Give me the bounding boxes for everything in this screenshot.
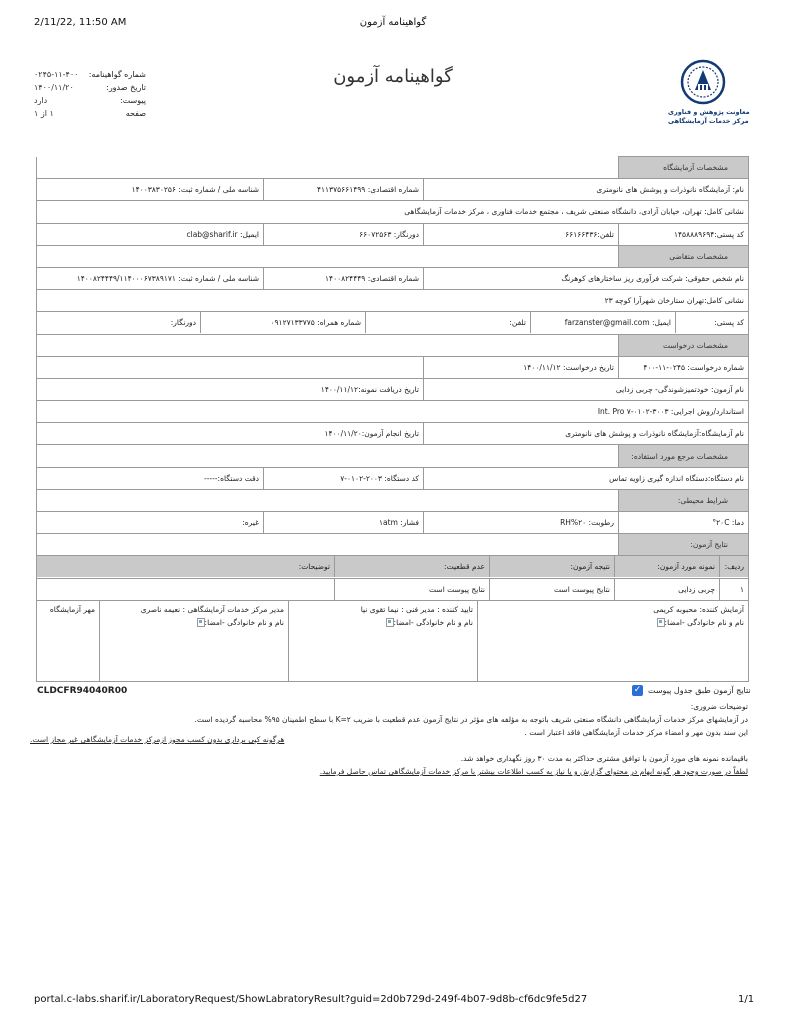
signatures-row (37, 600, 749, 681)
result-value: نتایج پیوست است (490, 579, 615, 600)
sharif-logo (668, 58, 750, 138)
customer-national-id: شناسه ملی / شماره ثبت: ۱۴۰۰۸۲۴۴۴۹/۱۱۴۰۰۰۶۷۳۸۹۱۷۱ (37, 267, 264, 289)
request-lab-name: نام آزمایشگاه:آزمایشگاه نانوذرات و پوشش های نانومتری (424, 423, 749, 445)
results-header-sample: نمونه مورد آزمون: (615, 556, 720, 577)
lab-national-id: شناسه ملی / شماره ثبت: ۱۴۰۰۳۸۳۰۲۵۶ (37, 179, 264, 201)
reference-section-row (37, 445, 749, 467)
tester-name: آزمایش کننده: محبوبه کریمی (653, 604, 744, 614)
customer-email: ایمیل: farzanster@gmail.com (530, 312, 676, 333)
device-code: کد دستگاه: ۲۰۰۳-۰۱۰۲-۷ (264, 467, 424, 489)
customer-phone: تلفن: (509, 318, 526, 328)
note-validity: این سند بدون مهر و امضاء مرکز خدمات آزمایشگاهی فاقد اعتبار است . (524, 728, 748, 737)
request-number: شماره درخواست: ۰۲۴۵-۱۱-۴۰۰ (619, 356, 749, 378)
env-humidity: رطوبت: ۲۰%RH (424, 512, 619, 534)
meta-row (34, 94, 146, 107)
print-page-count: 1/1 (738, 994, 755, 1005)
meta-row (34, 68, 146, 81)
request-number-row (37, 356, 749, 378)
test-name-row (37, 378, 749, 400)
customer-address-row (37, 290, 749, 312)
notes-title: توضیحات ضروری: (690, 702, 748, 711)
note-copy: هرگونه کپی برداری بدون کسب مجوز ازمرکز خدمات آزمایشگاهی غیر مجاز است. (30, 735, 285, 744)
section-title-reference: مشخصات مرجع مورد استفاده: (619, 445, 749, 467)
certificate-meta (34, 68, 146, 120)
results-attached-checkbox[interactable]: ✓ (633, 685, 642, 695)
lab-address-row (37, 201, 749, 223)
device-name: نام دستگاه:دستگاه اندازه گیری زاویه تماس (424, 467, 749, 489)
sample-receive-date: تاریخ دریافت نمونه:۱۴۰۰/۱۱/۱۲ (37, 378, 424, 400)
signature-image-icon (657, 618, 665, 627)
env-pressure: فشار: ۱atm (264, 512, 424, 534)
result-notes (37, 579, 335, 600)
meta-label: پیوست: (119, 96, 146, 105)
note-contact: لطفاً در صورت وجود هر گونه ابهام در محتوای گزارش و یا نیاز به کسب اطلاعات بیشتر با مرکز خدمات آزمایشگاهی تماس حاصل فرمایید. (319, 767, 748, 776)
sign-label: -امضا: (204, 617, 225, 627)
lab-phone: تلفن:۶۶۱۶۶۴۳۶ (424, 223, 619, 245)
results-header-index: ردیف: (724, 562, 744, 572)
lab-economic-code: شماره اقتصادی: ۴۱۱۳۷۵۶۶۱۴۹۹ (264, 179, 424, 201)
device-row (37, 467, 749, 489)
signature-manager (100, 601, 289, 681)
lab-address: نشانی کامل: تهران، خیابان آزادی، دانشگاه صنعتی شریف ، مجتمع خدمات فناوری ، مرکز خدمات آزمایشگاهی (37, 201, 749, 223)
sign-name-label: نام و نام خانوادگی (227, 617, 284, 627)
meta-value: دارد (34, 96, 48, 105)
lab-postal-code: کد پستی:۱۴۵۸۸۸۹۶۹۴ (619, 223, 749, 245)
customer-name-row (37, 267, 749, 289)
results-header-result: نتیجه آزمون: (490, 556, 615, 577)
result-sample: چربی زدایی (615, 579, 720, 600)
env-other: غیره: (37, 512, 264, 534)
env-temperature: دما: ۲۰C° (619, 512, 749, 534)
note-uncertainty: در آزمایشهای مرکز خدمات آزمایشگاهی دانشگاه صنعتی شریف باتوجه به مؤلفه های مؤثر در نتایج آزمون عدم قطعیت با ضریب K=۲ با سطح اطمینان ۹۵% محاسبه گردیده است. (194, 715, 748, 724)
customer-legal-name: نام شخص حقوقی: شرکت فرآوری ریز ساختارهای کوهرنگ (424, 267, 749, 289)
document-title: گواهینامه آزمون (333, 66, 453, 87)
lab-name-row (37, 179, 749, 201)
lab-section-row (37, 157, 749, 179)
print-url: portal.c-labs.sharif.ir/LaboratoryRequest/ShowLabratoryResult?guid=2d0b729d-249f-4b07-9d8b-cf6dc9fe5d27 (34, 994, 588, 1005)
customer-mobile: شماره همراه: ۰۹۱۲۷۱۳۳۷۷۵ (200, 312, 366, 333)
section-title-request: مشخصات درخواست (619, 334, 749, 356)
meta-label: شماره گواهینامه: (88, 70, 146, 79)
sign-name-label: نام و نام خانوادگی (416, 617, 473, 627)
standard-method: استاندارد/روش اجرایی: ۳۰۰۳-۰۱۰۲-۷ Int. Pro (37, 401, 749, 423)
logo-line2: مرکز خدمات آزمایشگاهی (668, 117, 749, 125)
test-name: نام آزمون: خودتمیزشوندگی- چربی زدایی (424, 378, 749, 400)
sign-name-label: نام و نام خانوادگی (687, 617, 744, 627)
signature-image-icon (386, 618, 394, 627)
results-header-uncertainty: عدم قطعیت: (335, 556, 490, 577)
customer-fax: دورنگار: (170, 318, 196, 328)
signature-image-icon (197, 618, 205, 627)
customer-postal-code: کد پستی: (714, 318, 744, 328)
section-title-results: نتایج آزمون: (619, 534, 749, 556)
print-page-title: گواهینامه آزمون (359, 17, 427, 28)
certificate-table (36, 156, 749, 682)
test-date: تاریخ انجام آزمون:۱۴۰۰/۱۱/۲۰ (37, 423, 424, 445)
lab-name: نام: آزمایشگاه نانوذرات و پوشش های نانومتری (424, 179, 749, 201)
customer-economic-code: شماره اقتصادی: ۱۴۰۰۸۲۴۴۴۹ (264, 267, 424, 289)
signature-approver (289, 601, 478, 681)
section-title-env: شرایط محیطی: (619, 489, 749, 511)
meta-row (34, 81, 146, 94)
result-uncertainty: نتایج پیوست است (335, 579, 490, 600)
important-notes (30, 700, 748, 778)
device-accuracy: دقت دستگاه:----- (37, 467, 264, 489)
lab-contact-row (37, 223, 749, 245)
sign-label: -امضا: (664, 617, 685, 627)
results-attached-label: نتایج آزمون طبق جدول پیوست (648, 686, 751, 695)
sign-label: -امضا: (393, 617, 414, 627)
meta-row (34, 107, 146, 120)
university-emblem-icon (680, 58, 726, 108)
section-title-lab: مشخصات آزمایشگاه (619, 157, 749, 179)
results-row (37, 578, 749, 600)
results-header-notes: توضیحات: (37, 556, 335, 577)
customer-contact-row (37, 312, 749, 334)
results-section-row (37, 534, 749, 556)
print-datetime: 2/11/22, 11:50 AM (34, 17, 127, 28)
env-section-row (37, 489, 749, 511)
meta-label: صفحه (125, 109, 146, 118)
manager-name: مدیر مرکز خدمات آزمایشگاهی : نعیمه ناصری (140, 604, 284, 614)
meta-value: ۱ از ۱ (34, 109, 54, 118)
result-index: ۱ (739, 584, 744, 594)
logo-line1: معاونت پژوهش و فناوری (668, 108, 750, 116)
lab-seal: مهر آزمایشگاه (37, 601, 100, 681)
form-code: CLDCFR94040R00 (37, 686, 128, 696)
lab-test-row (37, 423, 749, 445)
results-header-row (37, 556, 749, 578)
signature-tester (478, 601, 748, 681)
customer-section-row (37, 245, 749, 267)
section-title-customer: مشخصات متقاضی (619, 245, 749, 267)
request-date: تاریخ درخواست: ۱۴۰۰/۱۱/۱۲ (424, 356, 619, 378)
request-section-row (37, 334, 749, 356)
standard-row (37, 401, 749, 423)
lab-fax: دورنگار: ۶۶۰۷۲۵۶۳ (264, 223, 424, 245)
meta-value: ۱۴۰۰/۱۱/۲۰ (34, 83, 74, 92)
note-retention: باقیمانده نمونه های مورد آزمون با توافق مشتری حداکثر به مدت ۳۰ روز نگهداری خواهد شد. (460, 754, 748, 763)
lab-email: ایمیل: clab@sharif.ir (37, 223, 264, 245)
customer-address: نشانی کامل:تهران ستارخان شهرآرا کوچه ۲۳ (37, 290, 749, 312)
approver-name: تایید کننده : مدیر فنی : نیما تقوی نیا (360, 604, 473, 614)
env-row (37, 512, 749, 534)
meta-label: تاریخ صدور: (106, 83, 146, 92)
meta-value: ۰۲۴۵-۱۱-۴۰۰ (34, 70, 79, 79)
